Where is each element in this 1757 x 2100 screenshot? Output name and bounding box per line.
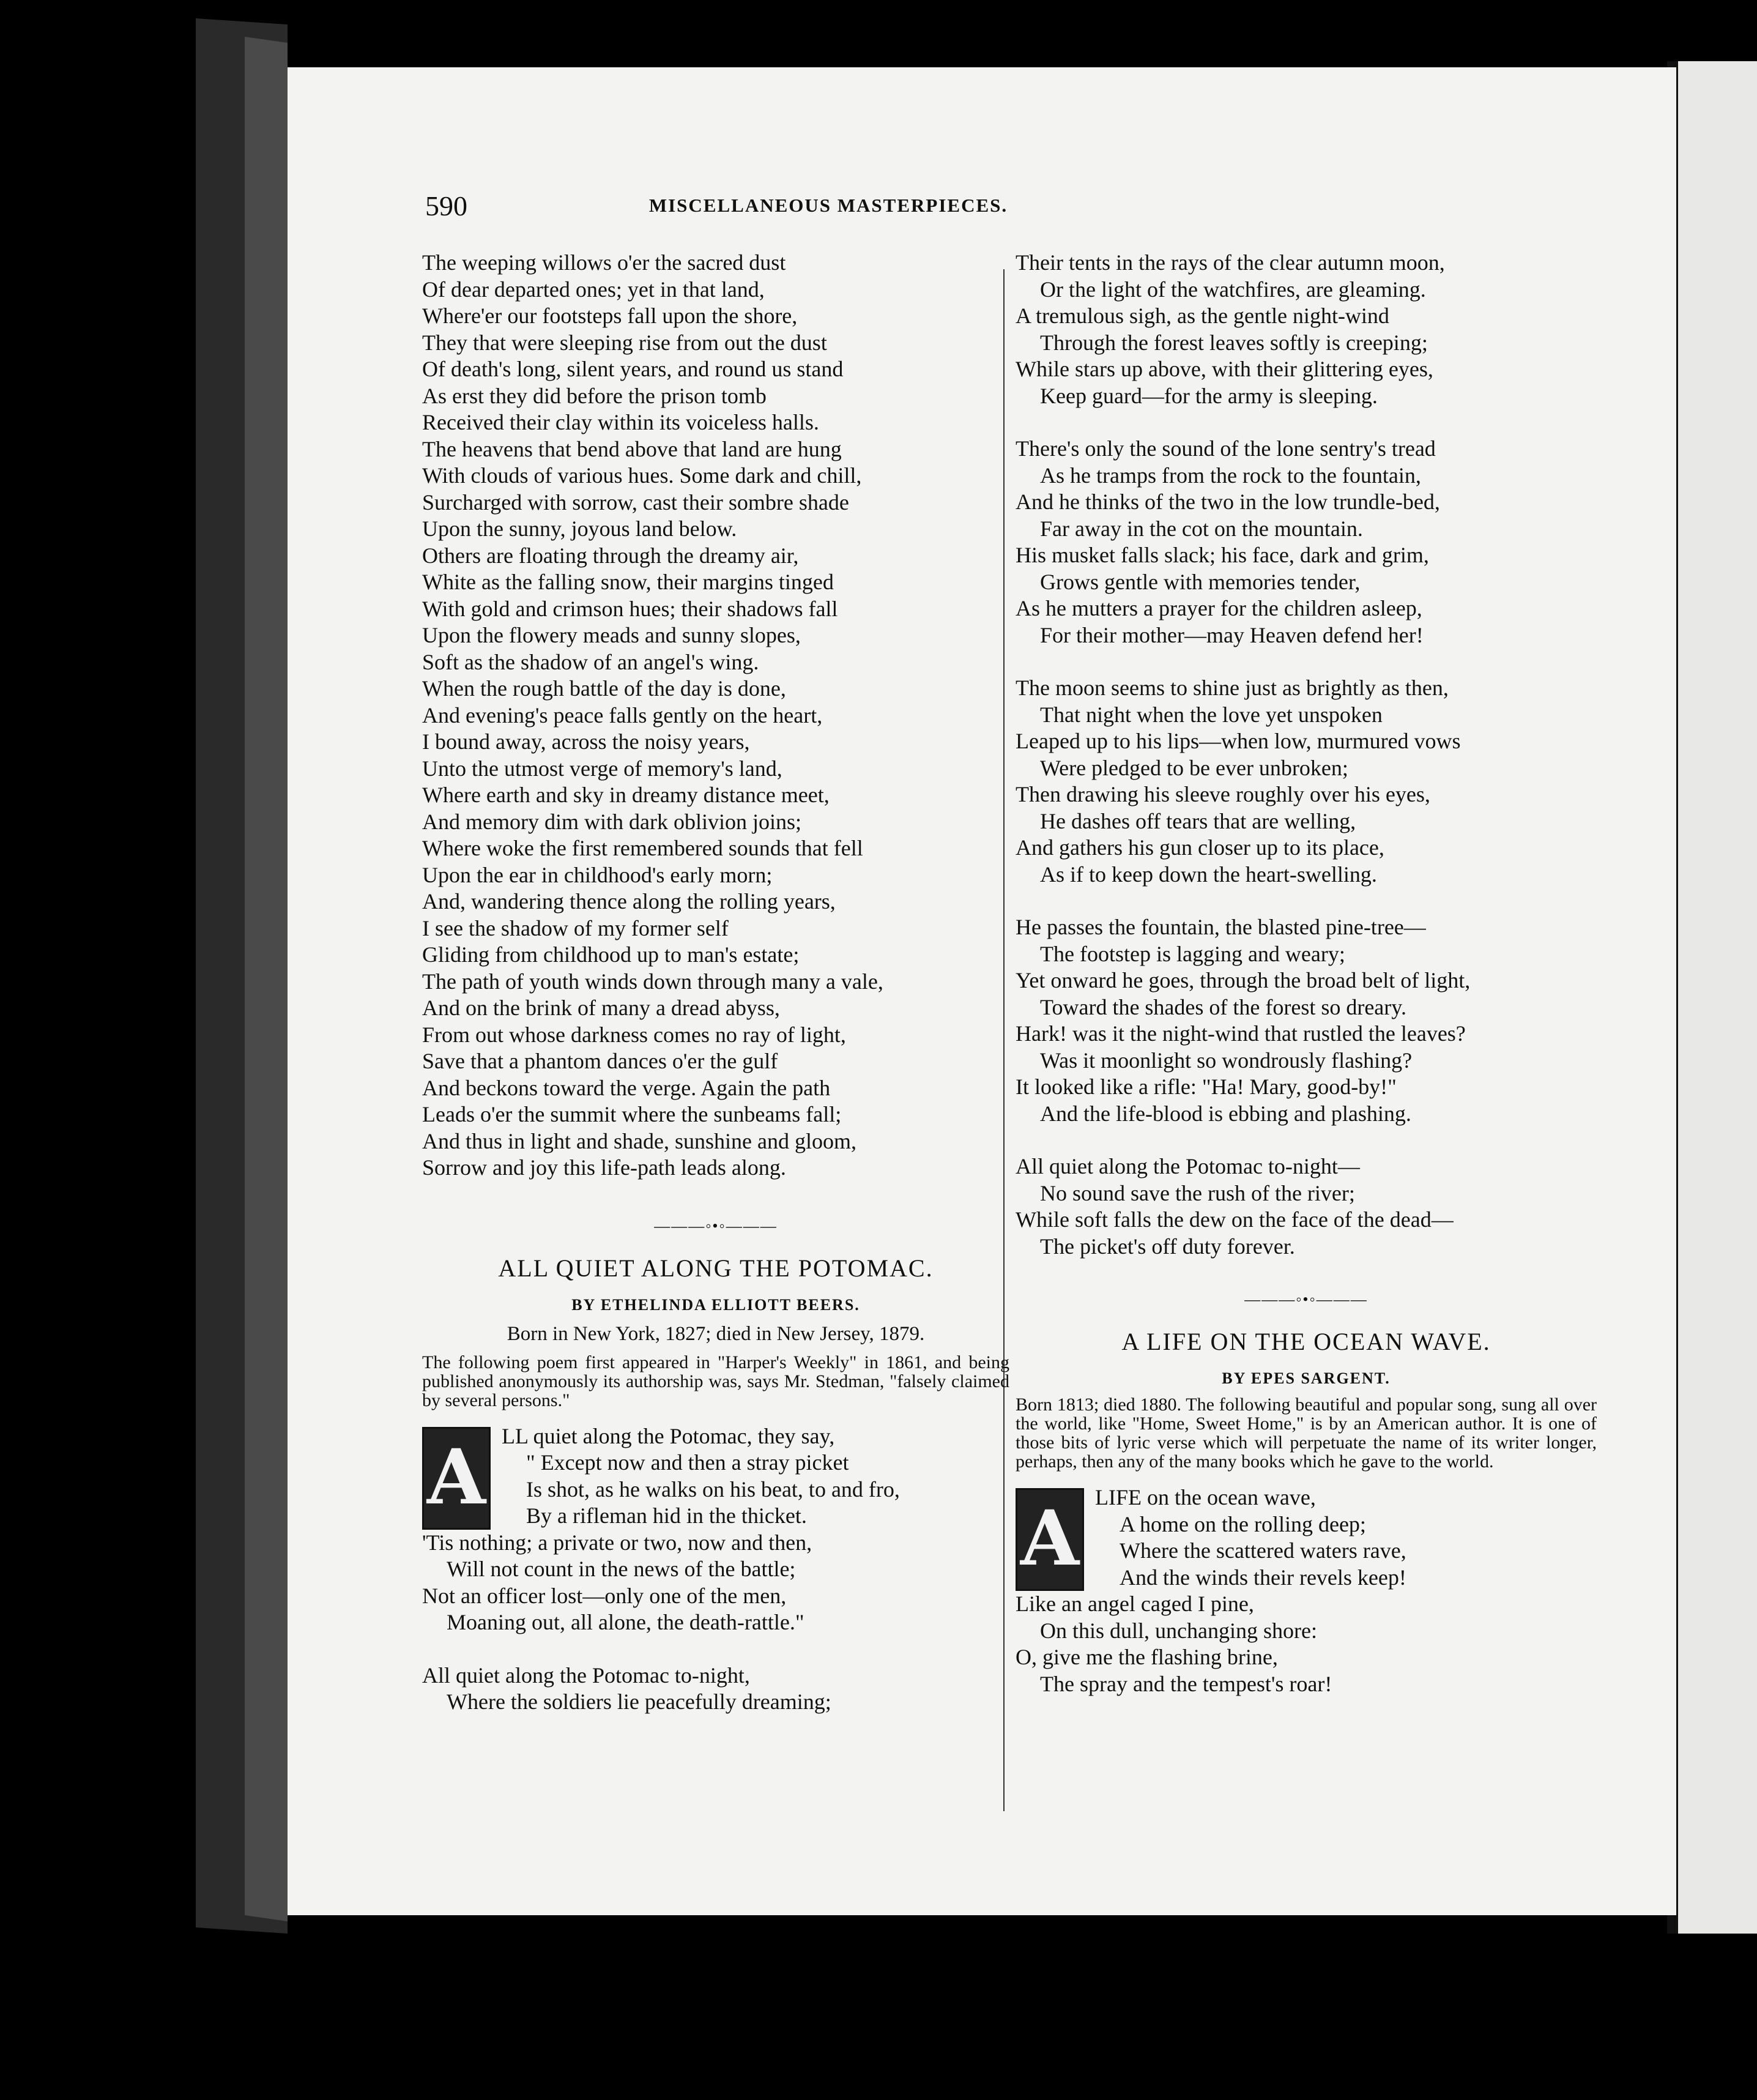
poem-line: From out whose darkness comes no ray of light, (422, 1022, 846, 1047)
poem-line: Received their clay within its voiceless halls. (422, 410, 819, 434)
poem-line: And on the brink of many a dread abyss, (422, 996, 780, 1020)
poem-author-dates: Born in New York, 1827; died in New Jersey, 1879. (507, 1322, 925, 1345)
poem-line: And evening's peace falls gently on the heart, (422, 702, 823, 728)
poem-line: Hark! was it the night-wind that rustled the leaves? (1016, 1021, 1466, 1046)
poem-line: A tremulous sigh, as the gentle night-wind (1016, 303, 1389, 328)
poem-line: Was it moonlight so wondrously flashing? (1040, 1048, 1413, 1073)
poem-line: Where earth and sky in dreamy distance meet, (422, 783, 830, 807)
poem-line: Upon the flowery meads and sunny slopes, (422, 623, 801, 647)
poem-line: The spray and the tempest's roar! (1040, 1671, 1332, 1696)
poem-line: He dashes off tears that are welling, (1040, 808, 1356, 833)
poem-line: Where the soldiers lie peacefully dreaming; (447, 1689, 831, 1714)
poem-line: Leads o'er the summit where the sunbeams fall; (422, 1102, 842, 1126)
poem-line: Toward the shades of the forest so dreary. (1040, 994, 1406, 1019)
poem-line: " Except now and then a stray picket (526, 1450, 849, 1475)
poem-line: Surcharged with sorrow, cast their sombre shade (422, 490, 849, 515)
poem-line: The weeping willows o'er the sacred dust (422, 250, 786, 275)
poem-line: On this dull, unchanging shore: (1040, 1618, 1317, 1643)
poem-line: Where woke the first remembered sounds that fell (422, 836, 863, 860)
poem-line: 'Tis nothing; a private or two, now and then, (422, 1530, 812, 1555)
poem-line: While stars up above, with their glittering eyes, (1016, 357, 1433, 381)
poem-line: Gliding from childhood up to man's estate; (422, 942, 800, 967)
poem-line: Like an angel caged I pine, (1016, 1592, 1254, 1616)
poem-line: They that were sleeping rise from out the dust (422, 330, 827, 355)
poem-line: O, give me the flashing brine, (1016, 1645, 1278, 1669)
poem-line: Where the scattered waters rave, (1120, 1538, 1406, 1563)
poem-line: The moon seems to shine just as brightly as then, (1016, 676, 1449, 700)
continued-poem (422, 250, 1009, 1182)
drop-cap-lines (422, 1423, 1009, 1530)
running-head-title: MISCELLANEOUS MASTERPIECES. (648, 195, 1008, 216)
drop-cap-lines (1016, 1484, 1597, 1591)
poem-line: While soft falls the dew on the face of the dead— (1016, 1207, 1454, 1232)
poem-stanza (1016, 1591, 1597, 1697)
left-column (422, 250, 1009, 1716)
poem-line: Were pledged to be ever unbroken; (1040, 755, 1348, 780)
poem-line: Their tents in the rays of the clear autumn moon, (1016, 250, 1445, 275)
poem-line: I bound away, across the noisy years, (422, 729, 750, 754)
poem-line: And the life-blood is ebbing and plashing. (1040, 1101, 1411, 1126)
poem-line: A home on the rolling deep; (1120, 1511, 1366, 1536)
poem-line: I see the shadow of my former self (422, 915, 729, 940)
poem-line: No sound save the rush of the river; (1040, 1180, 1355, 1205)
poem-line: There's only the sound of the lone sentry's tread (1016, 436, 1436, 461)
poem-line: And he thinks of the two in the low trundle-bed, (1016, 490, 1440, 514)
poem-line: It looked like a rifle: "Ha! Mary, good-by!" (1016, 1074, 1397, 1099)
poem-line: Where'er our footsteps fall upon the shore, (422, 303, 798, 328)
poem-line: As if to keep down the heart-swelling. (1040, 862, 1377, 887)
poem-line: LL quiet along the Potomac, they say, (502, 1423, 835, 1448)
poem-line: Moaning out, all alone, the death-rattle." (447, 1610, 804, 1634)
poem-author: BY ETHELINDA ELLIOTT BEERS. (571, 1295, 860, 1314)
poem-line: The heavens that bend above that land are hung (422, 436, 842, 461)
poem-line: Far away in the cot on the mountain. (1040, 516, 1363, 541)
poem-line: Of dear departed ones; yet in that land, (422, 277, 765, 302)
poem-line: And thus in light and shade, sunshine and gloom, (422, 1128, 856, 1153)
poem-line: Others are floating through the dreamy air, (422, 543, 799, 568)
poem-line: By a rifleman hid in the thicket. (526, 1503, 807, 1528)
poem-author: BY EPES SARGENT. (1222, 1369, 1391, 1387)
poem-title: A LIFE ON THE OCEAN WAVE. (1121, 1328, 1491, 1355)
poem-title: ALL QUIET ALONG THE POTOMAC. (498, 1254, 934, 1282)
section-ornament: ———◦•◦——— (654, 1216, 778, 1235)
poem-line: As he mutters a prayer for the children asleep, (1016, 596, 1422, 620)
running-header (425, 190, 1231, 226)
poem-line: Will not count in the news of the battle; (447, 1557, 796, 1581)
poem-line: Upon the ear in childhood's early morn; (422, 862, 773, 887)
poem-line: Is shot, as he walks on his beat, to and fro, (526, 1476, 900, 1502)
poem-line: And, wandering thence along the rolling years, (422, 889, 836, 914)
drop-cap-initial: A (422, 1427, 491, 1530)
poem-line: Save that a phantom dances o'er the gulf (422, 1049, 778, 1073)
poem-line: All quiet along the Potomac to-night— (1016, 1154, 1360, 1178)
poem-line: And gathers his gun closer up to its place, (1016, 835, 1384, 860)
drop-cap-stanza (1016, 1484, 1597, 1591)
drop-cap-stanza (422, 1423, 1009, 1530)
poem-line: And beckons toward the verge. Again the path (422, 1075, 831, 1100)
poem-line: That night when the love yet unspoken (1040, 702, 1383, 727)
poem-line: As he tramps from the rock to the fountain, (1040, 463, 1421, 488)
poem-line: And memory dim with dark oblivion joins; (422, 809, 801, 834)
poem-line: White as the falling snow, their margins tinged (422, 570, 834, 594)
poem-line: As erst they did before the prison tomb (422, 383, 767, 408)
poem-line: Through the forest leaves softly is creeping; (1040, 330, 1428, 355)
poem-line: Soft as the shadow of an angel's wing. (422, 649, 759, 674)
poem-line: Then drawing his sleeve roughly over his eyes, (1016, 782, 1430, 806)
poem-line: Not an officer lost—only one of the men, (422, 1583, 787, 1608)
poem-line: The picket's off duty forever. (1040, 1234, 1295, 1259)
poem-line: Upon the sunny, joyous land below. (422, 516, 737, 541)
poem-line: Yet onward he goes, through the broad belt of light, (1016, 968, 1471, 992)
page-number: 590 (425, 190, 467, 222)
poem-line: And the winds their revels keep! (1120, 1565, 1406, 1590)
poem-line: LIFE on the ocean wave, (1095, 1485, 1316, 1510)
poem-line: The footstep is lagging and weary; (1040, 941, 1345, 966)
poem-line: Or the light of the watchfires, are gleaming. (1040, 277, 1426, 302)
poem-line: For their mother—may Heaven defend her! (1040, 622, 1424, 647)
poem-stanza (422, 1530, 1009, 1636)
poem-line: Sorrow and joy this life-path leads along. (422, 1155, 786, 1180)
poem-line: The path of youth winds down through many a vale, (422, 969, 883, 994)
poem-line: Keep guard—for the army is sleeping. (1040, 383, 1378, 408)
poem-line: With gold and crimson hues; their shadows fall (422, 596, 838, 621)
facing-page-edge (1676, 61, 1757, 1934)
poem-line: His musket falls slack; his face, dark and grim, (1016, 543, 1429, 567)
right-column (1016, 250, 1597, 1697)
poem-intro: The following poem first appeared in "Harper's Weekly" in 1861, and being published anonymously its authorship was, says Mr. Stedman, "falsely claimed by several persons." (422, 1352, 1009, 1410)
drop-cap-initial: A (1016, 1488, 1084, 1591)
poem-line: Grows gentle with memories tender, (1040, 569, 1361, 594)
poem-line: When the rough battle of the day is done, (422, 676, 786, 701)
section-ornament: ———◦•◦——— (1244, 1290, 1368, 1308)
poem-stanza (422, 1662, 1009, 1716)
poem-line: Unto the utmost verge of memory's land, (422, 756, 782, 781)
poem-intro: Born 1813; died 1880. The following beautiful and popular song, sung all over the world, like "Home, Sweet Home," is by an American author. It is one of those bits of lyric verse which will perpetuate the name of its writer longer, perhaps, then any of the many books which he gave to the world. (1016, 1394, 1597, 1472)
poem-line: All quiet along the Potomac to-night, (422, 1662, 750, 1688)
poem-line: He passes the fountain, the blasted pine-tree— (1016, 915, 1426, 939)
poem-line: Leaped up to his lips—when low, murmured vows (1016, 729, 1461, 753)
poem-continuation (1016, 250, 1597, 1260)
poem-line: With clouds of various hues. Some dark and chill, (422, 463, 862, 488)
poem-line: Of death's long, silent years, and round us stand (422, 357, 844, 381)
